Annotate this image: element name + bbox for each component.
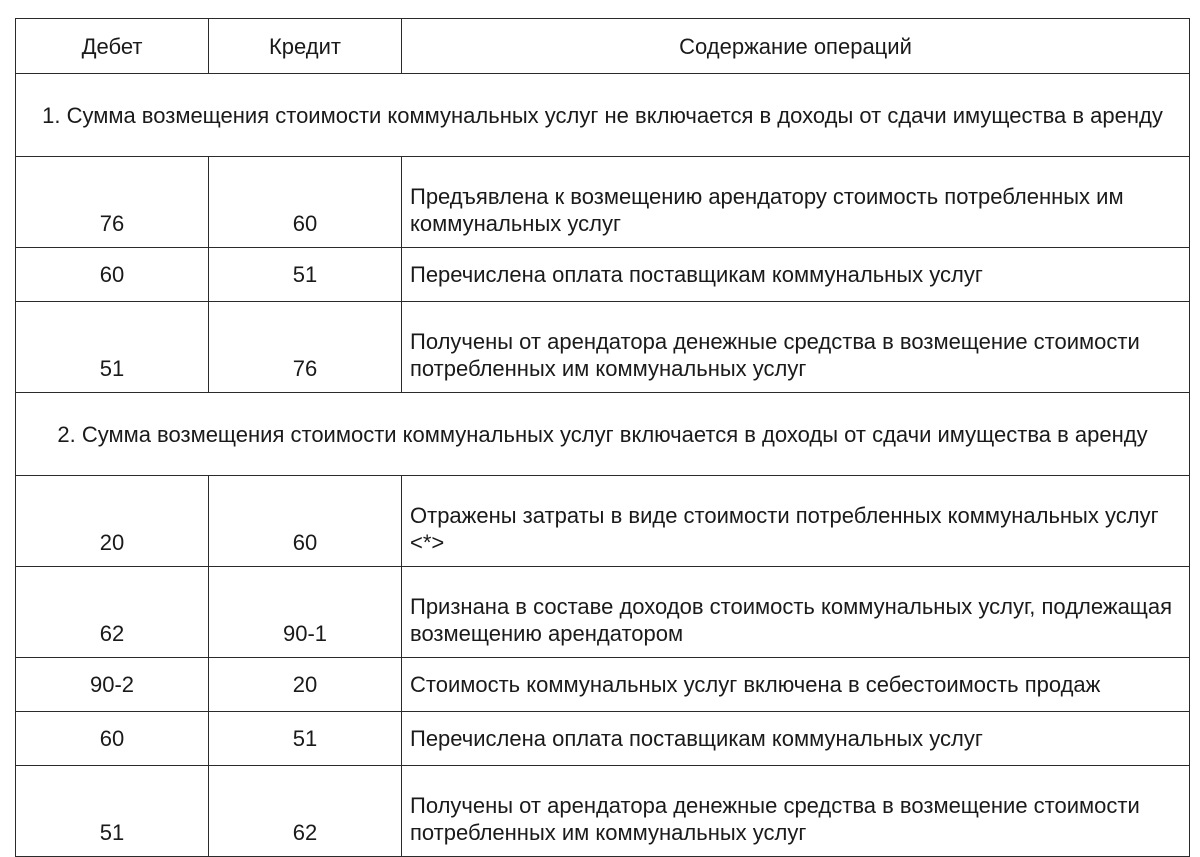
section-row <box>16 74 1190 157</box>
header-description: Содержание операций <box>402 19 1190 74</box>
credit-cell: 76 <box>209 302 402 393</box>
description-cell: Перечислена оплата поставщикам коммунальных услуг <box>402 712 1190 766</box>
table-row <box>16 248 1190 302</box>
credit-cell: 60 <box>209 157 402 248</box>
debit-cell: 60 <box>16 712 209 766</box>
debit-cell: 62 <box>16 567 209 658</box>
description-cell: Отражены затраты в виде стоимости потребленных коммунальных услуг <*> <box>402 476 1190 567</box>
description-cell: Признана в составе доходов стоимость коммунальных услуг, подлежащая возмещению арендатором <box>402 567 1190 658</box>
section-row <box>16 393 1190 476</box>
debit-cell: 51 <box>16 766 209 857</box>
table-row <box>16 712 1190 766</box>
description-cell: Получены от арендатора денежные средства в возмещение стоимости потребленных им коммунальных услуг <box>402 302 1190 393</box>
credit-cell: 90-1 <box>209 567 402 658</box>
credit-cell: 62 <box>209 766 402 857</box>
credit-cell: 20 <box>209 658 402 712</box>
table-header-row <box>16 19 1190 74</box>
debit-cell: 90-2 <box>16 658 209 712</box>
accounting-entries-table <box>15 18 1190 857</box>
credit-cell: 51 <box>209 712 402 766</box>
header-debit: Дебет <box>16 19 209 74</box>
debit-cell: 76 <box>16 157 209 248</box>
table-row <box>16 302 1190 393</box>
credit-cell: 60 <box>209 476 402 567</box>
table-row <box>16 567 1190 658</box>
debit-cell: 20 <box>16 476 209 567</box>
debit-cell: 51 <box>16 302 209 393</box>
table-row <box>16 658 1190 712</box>
debit-cell: 60 <box>16 248 209 302</box>
description-cell: Стоимость коммунальных услуг включена в себестоимость продаж <box>402 658 1190 712</box>
description-cell: Перечислена оплата поставщикам коммунальных услуг <box>402 248 1190 302</box>
credit-cell: 51 <box>209 248 402 302</box>
table-row <box>16 157 1190 248</box>
section-title: 2. Сумма возмещения стоимости коммунальных услуг включается в доходы от сдачи имущества в аренду <box>16 393 1190 476</box>
description-cell: Предъявлена к возмещению арендатору стоимость потребленных им коммунальных услуг <box>402 157 1190 248</box>
table-row <box>16 476 1190 567</box>
table-row <box>16 766 1190 857</box>
description-cell: Получены от арендатора денежные средства в возмещение стоимости потребленных им коммунальных услуг <box>402 766 1190 857</box>
header-credit: Кредит <box>209 19 402 74</box>
section-title: 1. Сумма возмещения стоимости коммунальных услуг не включается в доходы от сдачи имущества в аренду <box>16 74 1190 157</box>
